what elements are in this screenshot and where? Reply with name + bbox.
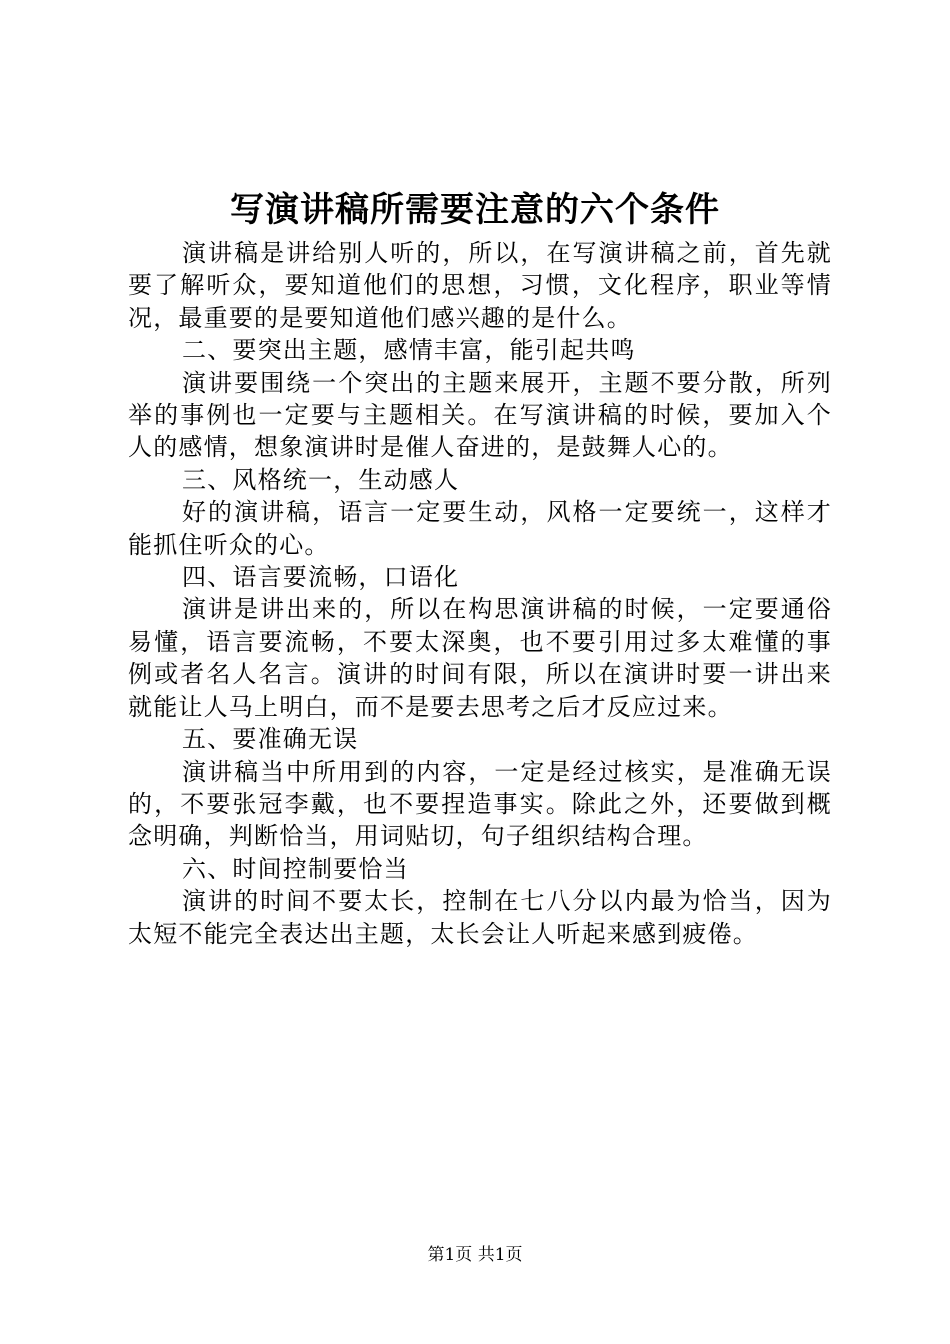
document-body: [128, 237, 832, 950]
heading-4: 四、语言要流畅，口语化: [182, 563, 460, 592]
heading-2: 二、要突出主题，感情丰富，能引起共鸣: [182, 336, 636, 365]
heading-6: 六、时间控制要恰当: [182, 854, 409, 883]
paragraph-2: 演讲要围绕一个突出的主题来展开，主题不要分散，所列举的事例也一定要与主题相关。在写演讲稿的时候，要加入个人的感情，想象演讲时是催人奋进的，是鼓舞人心的。: [128, 368, 832, 462]
heading-3: 三、风格统一，生动感人: [182, 465, 460, 494]
paragraph-3: 好的演讲稿，语言一定要生动，风格一定要统一，这样才能抓住听众的心。: [128, 498, 832, 559]
page-footer: 第1页 共1页: [427, 1245, 523, 1265]
paragraph-6: 演讲的时间不要太长，控制在七八分以内最为恰当，因为太短不能完全表达出主题，太长会让人听起来感到疲倦。: [128, 887, 832, 948]
paragraph-4: 演讲是讲出来的，所以在构思演讲稿的时候，一定要通俗易懂，语言要流畅，不要太深奥，也不要引用过多太难懂的事例或者名人名言。演讲的时间有限，所以在演讲时要一讲出来就能让人马上明白，而不是要去思考之后才反应过来。: [128, 595, 832, 721]
heading-5: 五、要准确无误: [182, 725, 359, 754]
paragraph-intro: 演讲稿是讲给别人听的，所以，在写演讲稿之前，首先就要了解听众，要知道他们的思想，习惯，文化程序，职业等情况，最重要的是要知道他们感兴趣的是什么。: [128, 239, 832, 332]
paragraph-5: 演讲稿当中所用到的内容，一定是经过核实，是准确无误的，不要张冠李戴，也不要捏造事实。除此之外，还要做到概念明确，判断恰当，用词贴切，句子组织结构合理。: [128, 757, 832, 851]
document-title: 写演讲稿所需要注意的六个条件: [230, 190, 720, 230]
